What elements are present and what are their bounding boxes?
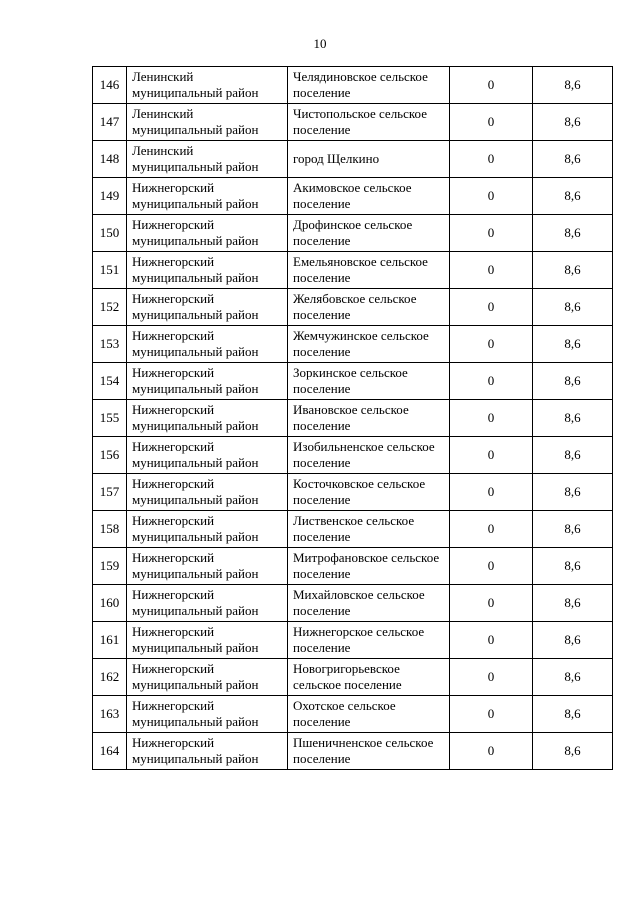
settlement-cell: Зоркинское сельское поселение [288,363,450,400]
table-row [93,548,613,585]
value-1-cell: 0 [450,141,533,178]
settlement-cell: Митрофановское сельское поселение [288,548,450,585]
district-cell: Нижнегорский муниципальный район [127,326,288,363]
value-2-cell: 8,6 [533,474,613,511]
value-2-cell: 8,6 [533,400,613,437]
value-2-cell: 8,6 [533,141,613,178]
value-2-cell: 8,6 [533,326,613,363]
value-1-cell: 0 [450,733,533,770]
value-2-cell: 8,6 [533,363,613,400]
table-row [93,400,613,437]
value-2-cell: 8,6 [533,437,613,474]
settlements-table [92,66,613,770]
settlement-cell: Акимовское сельское поселение [288,178,450,215]
value-1-cell: 0 [450,400,533,437]
table-row [93,178,613,215]
settlement-cell: Новогригорьевское сельское поселение [288,659,450,696]
district-cell: Ленинский муниципальный район [127,141,288,178]
value-1-cell: 0 [450,67,533,104]
value-1-cell: 0 [450,363,533,400]
table-row [93,622,613,659]
settlement-cell: Желябовское сельское поселение [288,289,450,326]
value-2-cell: 8,6 [533,622,613,659]
table-row [93,474,613,511]
district-cell: Нижнегорский муниципальный район [127,474,288,511]
value-2-cell: 8,6 [533,733,613,770]
settlement-cell: Нижнегорское сельское поселение [288,622,450,659]
value-2-cell: 8,6 [533,104,613,141]
settlement-cell: Лиственское сельское поселение [288,511,450,548]
district-cell: Нижнегорский муниципальный район [127,437,288,474]
value-1-cell: 0 [450,104,533,141]
value-2-cell: 8,6 [533,659,613,696]
row-number-cell: 160 [93,585,127,622]
settlement-cell: Косточковское сельское поселение [288,474,450,511]
value-2-cell: 8,6 [533,548,613,585]
district-cell: Нижнегорский муниципальный район [127,548,288,585]
district-cell: Нижнегорский муниципальный район [127,400,288,437]
row-number-cell: 150 [93,215,127,252]
value-1-cell: 0 [450,289,533,326]
value-2-cell: 8,6 [533,215,613,252]
district-cell: Нижнегорский муниципальный район [127,178,288,215]
row-number-cell: 162 [93,659,127,696]
value-1-cell: 0 [450,696,533,733]
settlement-cell: Охотское сельское поселение [288,696,450,733]
value-1-cell: 0 [450,178,533,215]
value-1-cell: 0 [450,474,533,511]
table-row [93,659,613,696]
district-cell: Ленинский муниципальный район [127,104,288,141]
value-1-cell: 0 [450,548,533,585]
value-2-cell: 8,6 [533,696,613,733]
value-1-cell: 0 [450,622,533,659]
value-1-cell: 0 [450,511,533,548]
district-cell: Нижнегорский муниципальный район [127,511,288,548]
district-cell: Нижнегорский муниципальный район [127,585,288,622]
table-row [93,252,613,289]
value-1-cell: 0 [450,437,533,474]
district-cell: Нижнегорский муниципальный район [127,659,288,696]
value-1-cell: 0 [450,326,533,363]
settlement-cell: Пшеничненское сельское поселение [288,733,450,770]
row-number-cell: 154 [93,363,127,400]
table-row [93,289,613,326]
table-row [93,437,613,474]
settlement-cell: Челядиновское сельское поселение [288,67,450,104]
district-cell: Нижнегорский муниципальный район [127,289,288,326]
value-2-cell: 8,6 [533,511,613,548]
row-number-cell: 161 [93,622,127,659]
district-cell: Ленинский муниципальный район [127,67,288,104]
district-cell: Нижнегорский муниципальный район [127,363,288,400]
table-row [93,733,613,770]
value-1-cell: 0 [450,252,533,289]
settlement-cell: Дрофинское сельское поселение [288,215,450,252]
row-number-cell: 164 [93,733,127,770]
table-row [93,511,613,548]
value-2-cell: 8,6 [533,178,613,215]
page-number: 10 [313,36,327,51]
row-number-cell: 149 [93,178,127,215]
table-row [93,696,613,733]
row-number-cell: 152 [93,289,127,326]
value-2-cell: 8,6 [533,585,613,622]
district-cell: Нижнегорский муниципальный район [127,733,288,770]
row-number-cell: 156 [93,437,127,474]
table-row [93,141,613,178]
table-row [93,215,613,252]
value-1-cell: 0 [450,585,533,622]
settlement-cell: Ивановское сельское поселение [288,400,450,437]
value-2-cell: 8,6 [533,252,613,289]
table-row [93,585,613,622]
district-cell: Нижнегорский муниципальный район [127,696,288,733]
row-number-cell: 148 [93,141,127,178]
settlement-cell: Жемчужинское сельское поселение [288,326,450,363]
row-number-cell: 155 [93,400,127,437]
table-row [93,104,613,141]
table-row [93,326,613,363]
value-2-cell: 8,6 [533,67,613,104]
value-1-cell: 0 [450,215,533,252]
row-number-cell: 157 [93,474,127,511]
settlement-cell: Емельяновское сельское поселение [288,252,450,289]
row-number-cell: 158 [93,511,127,548]
district-cell: Нижнегорский муниципальный район [127,622,288,659]
table-body [93,67,613,770]
settlement-cell: Чистопольское сельское поселение [288,104,450,141]
settlement-cell: Михайловское сельское поселение [288,585,450,622]
row-number-cell: 153 [93,326,127,363]
table-row [93,67,613,104]
district-cell: Нижнегорский муниципальный район [127,215,288,252]
table-row [93,363,613,400]
row-number-cell: 147 [93,104,127,141]
value-1-cell: 0 [450,659,533,696]
district-cell: Нижнегорский муниципальный район [127,252,288,289]
row-number-cell: 146 [93,67,127,104]
settlement-cell: город Щелкино [288,141,450,178]
value-2-cell: 8,6 [533,289,613,326]
settlement-cell: Изобильненское сельское поселение [288,437,450,474]
row-number-cell: 163 [93,696,127,733]
row-number-cell: 151 [93,252,127,289]
row-number-cell: 159 [93,548,127,585]
